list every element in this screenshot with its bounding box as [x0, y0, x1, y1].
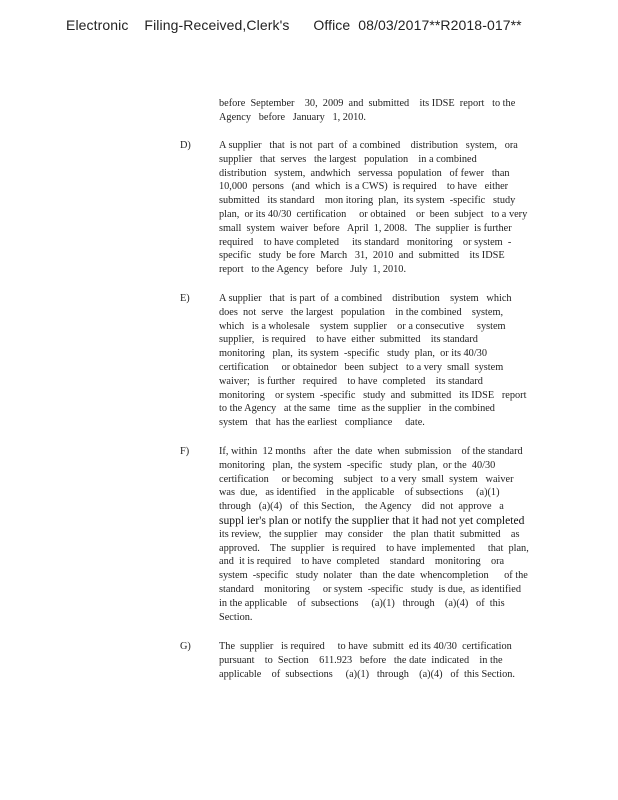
paragraph-d: [219, 139, 527, 277]
filing-header: Electronic Filing-Received,Clerk's Office 08/03/2017**R2018-017**: [66, 17, 522, 33]
text-line: supplier that serves the largest population in a combined: [219, 153, 477, 165]
paragraph-marker-f: F): [180, 446, 190, 457]
text-line: waiver; is further required to have completed its standard: [219, 375, 483, 387]
text-line: specific study be fore March 31, 2010 and submitted its IDSE: [219, 250, 505, 262]
text-line: monitoring plan, the system -specific study plan, or the 40/30: [219, 459, 496, 471]
paragraph-g: [219, 640, 515, 681]
text-line: its review, the supplier may consider the plan thatit submitted as: [219, 528, 520, 540]
text-line: pursuant to Section 611.923 before the date indicated in the: [219, 654, 503, 666]
text-line: distribution system, andwhich servessa population of fewer than: [219, 167, 510, 179]
text-line: system -specific study nolater than the date whencompletion of the: [219, 570, 528, 582]
text-line: certification or becoming subject to a very small system waiver: [219, 473, 514, 485]
text-line: A supplier that is not part of a combined distribution system, ora: [219, 140, 518, 151]
text-line: was due, as identified in the applicable of subsections (a)(1): [219, 487, 500, 499]
text-line: standard monitoring or system -specific study is due, as identified: [219, 583, 521, 595]
text-line: submitted its standard mon itoring plan, its system -specific study: [219, 195, 516, 207]
continuation-text: [219, 97, 515, 125]
text-line: Agency before January 1, 2010.: [219, 111, 366, 123]
text-line: supplier, is required to have either submitted its standard: [219, 334, 478, 346]
text-line: suppl ier's plan or notify the supplier that it had not yet completed: [219, 513, 525, 527]
text-line: through (a)(4) of this Section, the Agency did not approve a: [219, 501, 504, 513]
text-line: does not serve the largest population in the combined system,: [219, 306, 504, 318]
paragraph-marker-d: D): [180, 140, 191, 151]
paragraph-marker-e: E): [180, 293, 190, 304]
text-line: which is a wholesale system supplier or a consecutive system: [219, 320, 506, 332]
paragraph-e: [219, 292, 526, 430]
paragraph-f: [219, 445, 529, 624]
text-line: in the applicable of subsections (a)(1) through (a)(4) of this: [219, 597, 505, 609]
text-line: 10,000 persons (and which is a CWS) is required to have either: [219, 181, 509, 193]
paragraph-marker-g: G): [180, 641, 191, 652]
text-line: report to the Agency before July 1, 2010.: [219, 264, 407, 276]
text-line: A supplier that is part of a combined distribution system which: [219, 293, 512, 304]
text-line: approved. The supplier is required to have implemented that plan,: [219, 542, 529, 554]
text-line: small system waiver before April 1, 2008. The supplier is further: [219, 222, 512, 234]
text-line: The supplier is required to have submitt ed its 40/30 certification: [219, 641, 512, 652]
text-line: certification or obtainedor been subject to a very small system: [219, 361, 504, 373]
text-line: and it is required to have completed standard monitoring ora: [219, 556, 505, 568]
text-line: Section.: [219, 611, 253, 623]
text-line: applicable of subsections (a)(1) through (a)(4) of this Section.: [219, 668, 515, 680]
text-line: required to have completed its standard monitoring or system -: [219, 236, 512, 248]
text-line: to the Agency at the same time as the supplier in the combined: [219, 403, 495, 415]
text-line: plan, or its 40/30 certification or obtained or been subject to a very: [219, 208, 528, 220]
text-line: monitoring plan, its system -specific study plan, or its 40/30: [219, 348, 487, 360]
text-line: before September 30, 2009 and submitted its IDSE report to the: [219, 98, 516, 109]
text-line: monitoring or system -specific study and submitted its IDSE report: [219, 389, 527, 401]
text-line: system that has the earliest compliance date.: [219, 417, 425, 429]
text-line: If, within 12 months after the date when submission of the standard: [219, 446, 523, 457]
